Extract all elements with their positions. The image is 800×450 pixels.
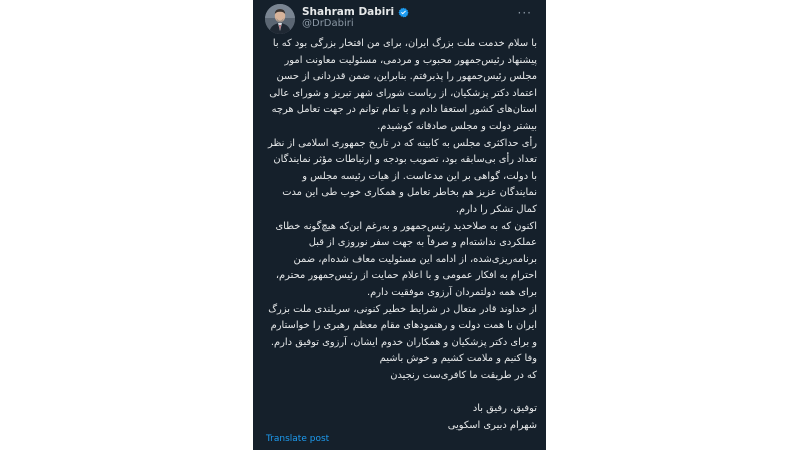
author-display-name[interactable]: Shahram Dabiri bbox=[302, 6, 395, 18]
post-text bbox=[265, 36, 537, 434]
post-paragraph-3: اکنون که به صلاحدید رئیس‌جمهور و به‌رغم این‌که هیچ‌گونه خطای عملکردی نداشته‌ام و صرفاً به جهت سفر نوروزی از قبل برنامه‌ریزی‌شده، از ادامه این مسئولیت معاف شده‌ام، ضمن احترام به افکار عمومی و با اعلام حمایت از رئیس‌جمهور محترم، برای همه دولتمردان آرزوی موفقیت دارم. bbox=[275, 220, 537, 298]
post-paragraph-2: رأی حداکثری مجلس به کابینه که در تاریخ جمهوری اسلامی از نظر تعداد رأی بی‌سابقه بود، تصویب بودجه و ارتباطات مؤثر نمایندگان با دولت، گواهی بر این مدعاست. از هیات رئیسه مجلس و نمایندگان عزیز هم بخاطر تعامل و همکاری خوب طی این مدت کمال تشکر را دارم. bbox=[268, 137, 537, 215]
signature-line: شهرام دبیری اسکویی bbox=[447, 419, 537, 431]
post-paragraph-1: با سلام خدمت ملت بزرگ ایران، برای من افتخار بزرگی بود که با پیشنهاد رئیس‌جمهور محبوب و مردمی، مسئولیت معاونت امور مجلس رئیس‌جمهور را پذیرفتم. بنابراین، ضمن قدردانی از حسن اعتماد دکتر پزشکیان، از ریاست شورای شهر تبریز و شورای عالی استان‌های کشور استعفا دادم و با تمام توانم در جهت تعامل هرچه بیشتر دولت و مجلس صادقانه کوشیدم. bbox=[269, 38, 537, 132]
closing-line: توفیق، رفیق باد bbox=[472, 403, 537, 415]
more-options-icon[interactable]: ··· bbox=[517, 6, 532, 20]
author-handle[interactable]: @DrDabiri bbox=[302, 18, 354, 29]
avatar-photo-icon bbox=[265, 4, 295, 34]
author-name-row bbox=[302, 5, 409, 19]
avatar[interactable] bbox=[265, 4, 295, 34]
translate-post-link[interactable]: Translate post bbox=[266, 434, 330, 444]
verified-badge-icon bbox=[398, 7, 409, 18]
post-card bbox=[253, 0, 546, 450]
poem-line-1: وفا کنیم و ملامت کشیم و خوش باشیم bbox=[379, 353, 537, 365]
poem-line-2: که در طریقت ما کافری‌ست رنجیدن bbox=[390, 369, 537, 381]
post-paragraph-4: از خداوند قادر متعال در شرایط خطیر کنونی، سربلندی ملت بزرگ ایران با همت دولت و رهنمودهای مقام معظم رهبری را خواستارم و برای دکتر پزشکیان و همکاران خدوم ایشان، آرزوی توفیق دارم. bbox=[268, 303, 537, 348]
